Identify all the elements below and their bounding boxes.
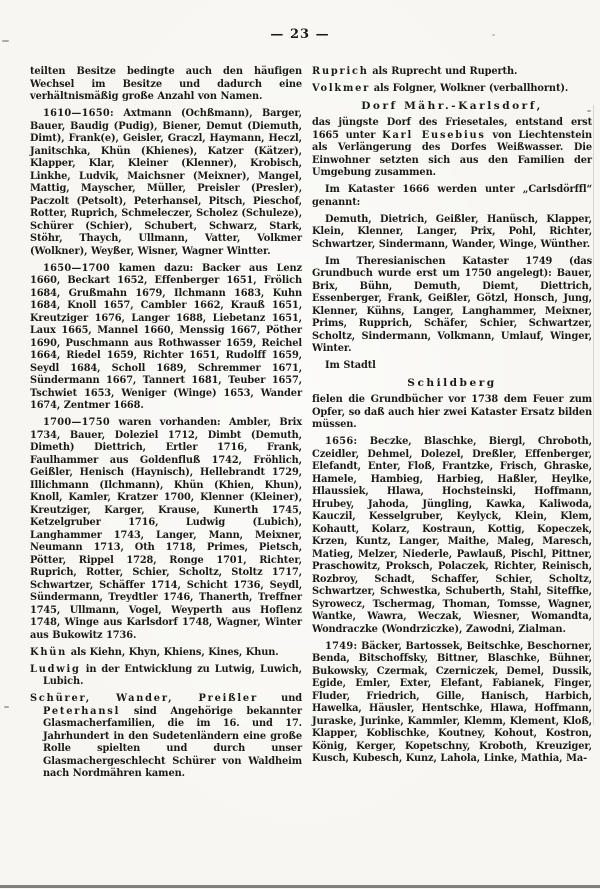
text-run: waren vorhanden: Ambler, Brix 1734, Bauer, Doleziel 1712, Dimbt (Demuth, Dimeth) Diettrich, Ertler 1716, Frank, Faulhammer aus Goldenfluß 1742, Fröhlich, Geißler, Henisch (Haynisch), Hellebrandt 1729, Illichmann (Ilchmann), Khün (Khien, Khun), Knoll, Kamler, Kratzer 1700, Klenner (Kleiner), Kreutziger, Karger, Krause, Kunerth 1745, Ketzelgruber 1716, Ludwig (Lubich), Langhammer 1743, Langer, Mann, Meixner, Neumann 1713, Oth 1718, Primes, Pietsch, Pötter, Rippel 1728, Ronge 1701, Richter, Ruprich, Rotter, Schier, Scholtz, Stoltz 1717, Schwartzer, Schäffer 1714, Schicht 1736, Seydl, Sündermann, Treydtler 1746, Thanerth, Treffner 1745, Ullmann, Vogel, Weyperth aus Hoflenz 1748, Winge aus Karlsdorf 1748, Wagner, Winter aus Bukowitz 1736. (30, 417, 302, 641)
text-run: Ludwig (30, 663, 81, 675)
year-range-lead: 1610—1650: (43, 108, 114, 119)
year-range-lead: 1749: (325, 640, 358, 652)
names-1650-1700-paragraph (30, 263, 302, 413)
text-run: fielen die Grundbücher vor 1738 dem Feuer zum Opfer, so daß auch hier zwei Kataster Ersatz bilden müssen. (312, 394, 592, 430)
text-run: Im Theresianischen Kataster 1749 (das Grundbuch wurde erst um 1750 angelegt): Bauer, Brix, Bühn, Demuth, Diemt, Diettrich, Essenberger, Frank, Geißler, Götzl, Honsch, Jung, Klenner, Kühns, Langer, Langhammer, Meixner, Prims, Rupprich, Schäfer, Schier, Schwartzer, Scholtz, Sindermann, Volkmann, Umlauf, Winger, Winter. (312, 255, 592, 354)
text-columns (30, 66, 592, 785)
scan-speck (492, 34, 495, 36)
text-run: Karl Eusebius (382, 129, 486, 141)
year-range-lead: 1700—1750 (43, 417, 111, 428)
names-1610-1650-paragraph (30, 108, 302, 258)
year-range-lead: 1650—1700 (43, 262, 111, 274)
left-column (30, 66, 302, 785)
text-run: von Liechtenstein als Verlängerung des Dorfes Weißwasser. Die Einwohner setzten sich aus den Familien der Umgebung zusammen. (312, 129, 592, 178)
text-run: sind Angehörige bekannter Glasmacherfamilien, die im 16. und 17. Jahrhundert in den Sudetenländern eine große Rolle spielten und durch unser Glasmachergeschlecht Schürer von Waldheim nach Nordmähren kamen. (43, 705, 302, 779)
kataster-1749-paragraph (312, 256, 592, 356)
text-run: Dorf Mähr.-Karlsdorf, (361, 100, 543, 112)
text-run: Ruprich (312, 66, 369, 77)
text-run: Axtmann (Ochßmann), Barger, Bauer, Baudig (Pudig), Biener, Demut (Diemuth, Dimt), Frank(e), Geisler, Graczl, Haymann, Heczl, Janitschka, Khün (Khienes), Katzer (Kätzer), Klapper, Klar, Kleiner (Klenner), Krobisch, Linkhe, Ludvik, Maichsner (Meixner), Mangel, Mattig, Mayscher, Müller, Preisler (Presler), Paczolt (Petsolt), Peterhansel, Pitsch, Pieschof, Rotter, Ruprich, Schmeleczer, Scholez (Schuleze), Schürer (Schier), Schubert, Schwarz, Stark, Stöhr, Thaych, Ullmann, Vatter, Volkmer (Wolkner), Weyßer, Wisner, Wagner Wintter. (30, 108, 302, 257)
right-column (312, 66, 592, 785)
intro-continuation-paragraph (30, 66, 302, 104)
text-run: als Ruprecht und Ruperth. (368, 66, 518, 77)
scan-edge-artifact-bottom (0, 885, 600, 888)
names-1749-paragraph (312, 641, 592, 766)
text-run: Khün (30, 646, 68, 658)
text-run: Im Stadtl (325, 360, 376, 371)
page-number: — 23 — (270, 27, 330, 42)
names-1656-paragraph (312, 436, 592, 636)
text-run: in der Entwicklung zu Lutwig, Luwich, Lubich. (43, 663, 302, 687)
text-run: Bäcker, Bartossek, Beitschke, Beschorner, Benda, Bitschoffsky, Bittner, Blaschke, Bühner, Bukowsky, Czermak, Czerniczek, Demel, Dussik, Egide, Emler, Exter, Elefant, Fabianek, Finger, Fluder, Friedrich, Gille, Hanisch, Harbich, Hawelka, Häusler, Hentschke, Hlawa, Hoffmann, Juraske, Jurinke, Kammler, Klemm, Klement, Kloß, Klapper, Koblischke, Koutney, Kohout, Kostron, König, Kerger, Kopetschny, Kroboth, Kreuziger, Kusch, Kubesch, Kunz, Lahola, Linke, Mathia, Ma- (312, 640, 592, 764)
text-run: als Folgner, Wolkner (verballhornt). (370, 83, 569, 94)
text-run: Peterhansl (43, 705, 121, 717)
name-variants-ruprich (312, 66, 592, 79)
text-run: als Kiehn, Khyn, Khiens, Kines, Khun. (67, 646, 279, 658)
text-run: Volkmer (312, 83, 371, 94)
scan-speck (587, 110, 591, 112)
text-run: Beczke, Blaschke, Biergl, Chroboth, Czeidler, Dehmel, Dolezel, Dreßler, Effenberger, Elefandt, Enter, Floß, Frantzke, Frisch, Ghraske, Hamele, Hambieg, Harbieg, Haßler, Heylke, Hlaussiek, Hlawa, Hochsteinski, Hoffmann, Hrubey, Jahoda, Jüngling, Kawka, Kaliwoda, Kauczil, Kesselgruber, Keylyck, Klein, Klem, Kohautt, Kolarz, Kostraun, Kottig, Kopeczek, Krzen, Kuntz, Langer, Maithe, Maleg, Maresch, Matieg, Melzer, Niederle, Pawlauß, Pischl, Pittner, Praschowitz, Proksch, Polaczek, Richter, Reinisch, Rozbroy, Schadt, Schaffer, Schier, Scholtz, Schwartzer, Schwestka, Schuberth, Stahl, Siteffke, Syrowecz, Tschermag, Thoman, Tomsse, Wagner, Wantke, Wawra, Weczak, Wiesner, Womandta, Wondraczke (Wondrziczke), Zawodni, Zialman. (312, 436, 592, 635)
text-run: das jüngste Dorf des Friesetales, entstand erst 1665 unter (312, 117, 592, 141)
scan-edge-artifact-right (593, 105, 594, 725)
im-stadtl-line (312, 360, 592, 373)
text-run: und (257, 693, 302, 704)
scan-speck (4, 706, 9, 708)
scan-speck (2, 40, 9, 42)
name-variants-khuen (30, 647, 302, 660)
schildberg-intro-paragraph (312, 394, 592, 432)
karlsdorf-heading (312, 100, 592, 113)
text-run: Schildberg (407, 377, 497, 389)
names-1700-1750-paragraph (30, 417, 302, 642)
text-run: Schürer, Wander, Preißler (30, 693, 258, 704)
year-range-lead: 1656: (325, 436, 358, 447)
kataster-1666-intro-paragraph (312, 184, 592, 209)
glassmaker-families-paragraph (30, 693, 302, 781)
name-variants-ludwig (30, 664, 302, 689)
name-variants-volkmer (312, 83, 592, 96)
text-run: teilten Besitze bedingte auch den häufigen Wechsel im Besitze und dadurch eine verhältnismäßig große Anzahl von Namen. (30, 66, 302, 102)
text-run: Im Kataster 1666 werden unter „Carlsdörffl“ genannt: (312, 184, 592, 208)
kataster-1666-names-paragraph (312, 214, 592, 252)
text-run: kamen dazu: Backer aus Lenz 1660, Beckart 1652, Effenberger 1651, Frölich 1684, Grußmahn 1679, Ilchmann 1683, Kuhn 1684, Knoll 1657, Cambler 1662, Krauß 1651, Kreutziger 1676, Langer 1688, Liebetanz 1651, Laux 1665, Mannel 1660, Menssig 1667, Pöther 1690, Puschmann aus Rothwasser 1659, Reichel 1664, Riedel 1659, Richter 1651, Rudolff 1659, Seydl 1684, Scholl 1689, Schremmer 1671, Sündermann 1667, Tannert 1681, Teuber 1657, Tschwiet 1653, Weniger (Winge) 1653, Wander 1674, Zentmer 1668. (30, 262, 302, 411)
text-run: Demuth, Dietrich, Geißler, Hanüsch, Klapper, Klein, Klenner, Langer, Prix, Pohl, Richter, Schwartzer, Sindermann, Wander, Winge, Wünther. (312, 213, 592, 250)
schildberg-heading (312, 377, 592, 390)
karlsdorf-intro-paragraph (312, 117, 592, 180)
